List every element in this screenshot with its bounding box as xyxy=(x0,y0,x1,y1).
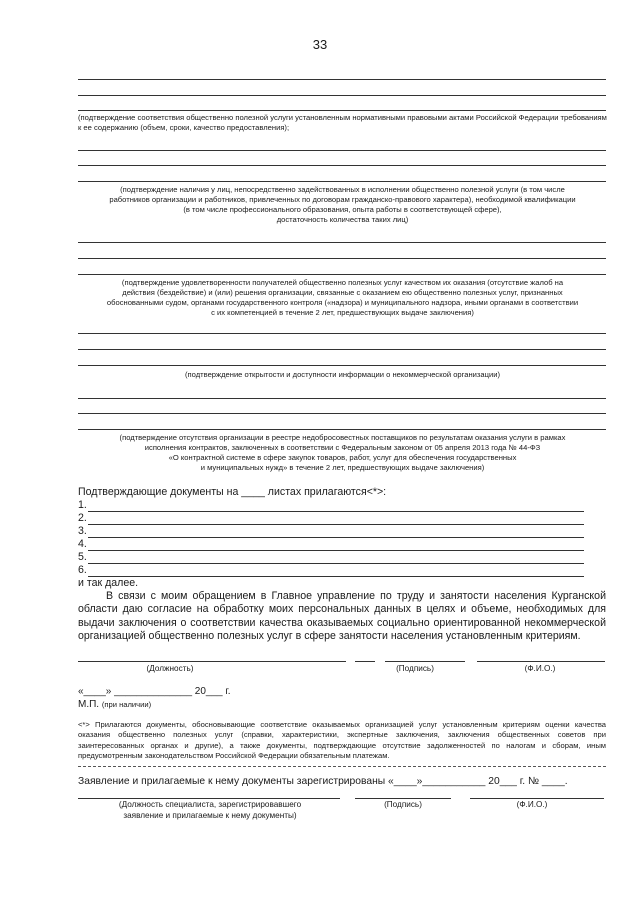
reg-fio-label: (Ф.И.О.) xyxy=(516,800,548,809)
attachment-number: 2. xyxy=(78,512,87,524)
stamp-mp: М.П. xyxy=(78,699,100,710)
fill-line xyxy=(78,274,606,275)
caption-satisfaction-l4: с их компетенцией в течение 2 лет, предшествующих выдаче заключения) xyxy=(211,308,474,317)
caption-content-compliance: (подтверждение соответствия общественно полезной услуги установленным нормативными правовыми актами Российской Федерации требованиям к ее содержанию (объем, сроки, качество предоставления); xyxy=(78,113,607,133)
reg-fio-line xyxy=(470,798,604,799)
attachment-line xyxy=(88,576,584,577)
caption-satisfaction-l2: действия (бездействие) и (или) решения организации, связанные с оказанием ею общественно полезных услуг, признанных xyxy=(122,288,563,297)
attachment-line xyxy=(88,511,584,512)
attachment-line xyxy=(88,550,584,551)
attachment-line xyxy=(88,524,584,525)
fio-label: (Ф.И.О.) xyxy=(524,664,556,673)
stamp-label xyxy=(78,698,151,711)
fill-line xyxy=(78,79,606,80)
signature-line xyxy=(385,661,465,662)
attachment-number: 1. xyxy=(78,499,87,511)
caption-satisfaction-l1: (подтверждение удовлетворенности получателей общественно полезных услуг качеством их оказания (отсутствие жалоб на xyxy=(121,278,564,287)
reg-signature-line xyxy=(355,798,451,799)
caption-openness: (подтверждение открытости и доступности информации о некоммерческой организации) xyxy=(185,370,500,379)
date-line: «____» ______________ 20___ г. xyxy=(78,686,231,697)
attachments-header: Подтверждающие документы на ____ листах прилагаются<*>: xyxy=(78,486,387,498)
caption-qualification-l1: (подтверждение наличия у лиц, непосредственно задействованных в исполнении общественно полезной услуги (в том числе xyxy=(120,185,565,194)
fill-line xyxy=(78,349,606,350)
fill-line xyxy=(78,429,606,430)
fill-line xyxy=(78,242,606,243)
caption-qualification-l4: достаточность количества таких лиц) xyxy=(276,215,409,224)
fill-line xyxy=(78,181,606,182)
fill-line xyxy=(78,95,606,96)
attachment-line xyxy=(88,537,584,538)
fill-line xyxy=(78,110,606,111)
attachment-number: 5. xyxy=(78,551,87,563)
registration-line: Заявление и прилагаемые к нему документы зарегистрированы «____»___________ 20___ г. № ____. xyxy=(78,776,568,787)
caption-registry-l2: исполнения контрактов, заключенных в соответствии с Федеральным законом от 05 апреля 2013 года № 44-ФЗ xyxy=(144,443,541,452)
caption-registry-l1: (подтверждение отсутствия организации в реестре недобросовестных поставщиков по результатам оказания услуги в рамках xyxy=(119,433,566,442)
reg-position-line xyxy=(78,798,340,799)
attachment-number: 4. xyxy=(78,538,87,550)
stamp-note: (при наличии) xyxy=(101,700,152,709)
attachment-number: 3. xyxy=(78,525,87,537)
consent-paragraph xyxy=(78,590,606,644)
attachment-line xyxy=(88,563,584,564)
fill-line xyxy=(78,258,606,259)
fill-line xyxy=(78,413,606,414)
caption-qualification-l2: работников организации и работников, привлеченных по договорам гражданско-правового характера), необходимой квалификации xyxy=(109,195,576,204)
caption-registry-l3: «О контрактной системе в сфере закупок товаров, работ, услуг для обеспечения государственных xyxy=(168,453,517,462)
position-line xyxy=(78,661,346,662)
reg-position-label-l1: (Должность специалиста, зарегистрировавшего xyxy=(118,800,302,809)
caption-satisfaction-l3: обоснованными судом, органами государственного контроля («надзора) и муниципального надзора, иными органами в соответствии xyxy=(106,298,579,307)
fill-line xyxy=(78,150,606,151)
fio-line xyxy=(477,661,605,662)
reg-position-label-l2: заявление и прилагаемые к нему документы) xyxy=(123,811,297,820)
separator xyxy=(78,766,606,767)
position-label: (Должность) xyxy=(146,664,194,673)
fill-line xyxy=(78,365,606,366)
fill-line xyxy=(78,333,606,334)
attachment-number: 6. xyxy=(78,564,87,576)
caption-registry-l4: и муниципальных нужд» в течение 2 лет, предшествующих выдаче заключения) xyxy=(200,463,485,472)
attachments-etc: и так далее. xyxy=(78,577,139,589)
fill-line xyxy=(78,398,606,399)
fill-line xyxy=(78,165,606,166)
consent-text: В связи с моим обращением в Главное управление по труду и занятости населения Курганской области даю согласие на обработку моих персональных данных в целях и объеме, необходимых для выдачи заключения о соответствии качества оказываемых социально ориентированной некоммерческой организацией общественно полезных услуг в сфере занятости населения установленным критериям. xyxy=(78,590,606,643)
footnote: <*> Прилагаются документы, обосновывающие соответствие оказываемых организацией услуг установленным критериям оценки качества оказания общественно полезных услуг (справки, характеристики, экспертные заключения, заключения общественных советов при заинтересованных органах и другие), а также документы, подтверждающие отсутствие задолженностей по налогам и сборам, иным предусмотренным законодательством Российской Федерации обязательным платежам. xyxy=(78,720,606,761)
signature-label: (Подпись) xyxy=(396,664,434,673)
caption-qualification-l3: (в том числе профессионального образования, опыта работы в соответствующей сфере), xyxy=(183,205,502,214)
page-number: 33 xyxy=(312,37,328,52)
reg-signature-label: (Подпись) xyxy=(384,800,422,809)
line-gap xyxy=(355,661,375,662)
